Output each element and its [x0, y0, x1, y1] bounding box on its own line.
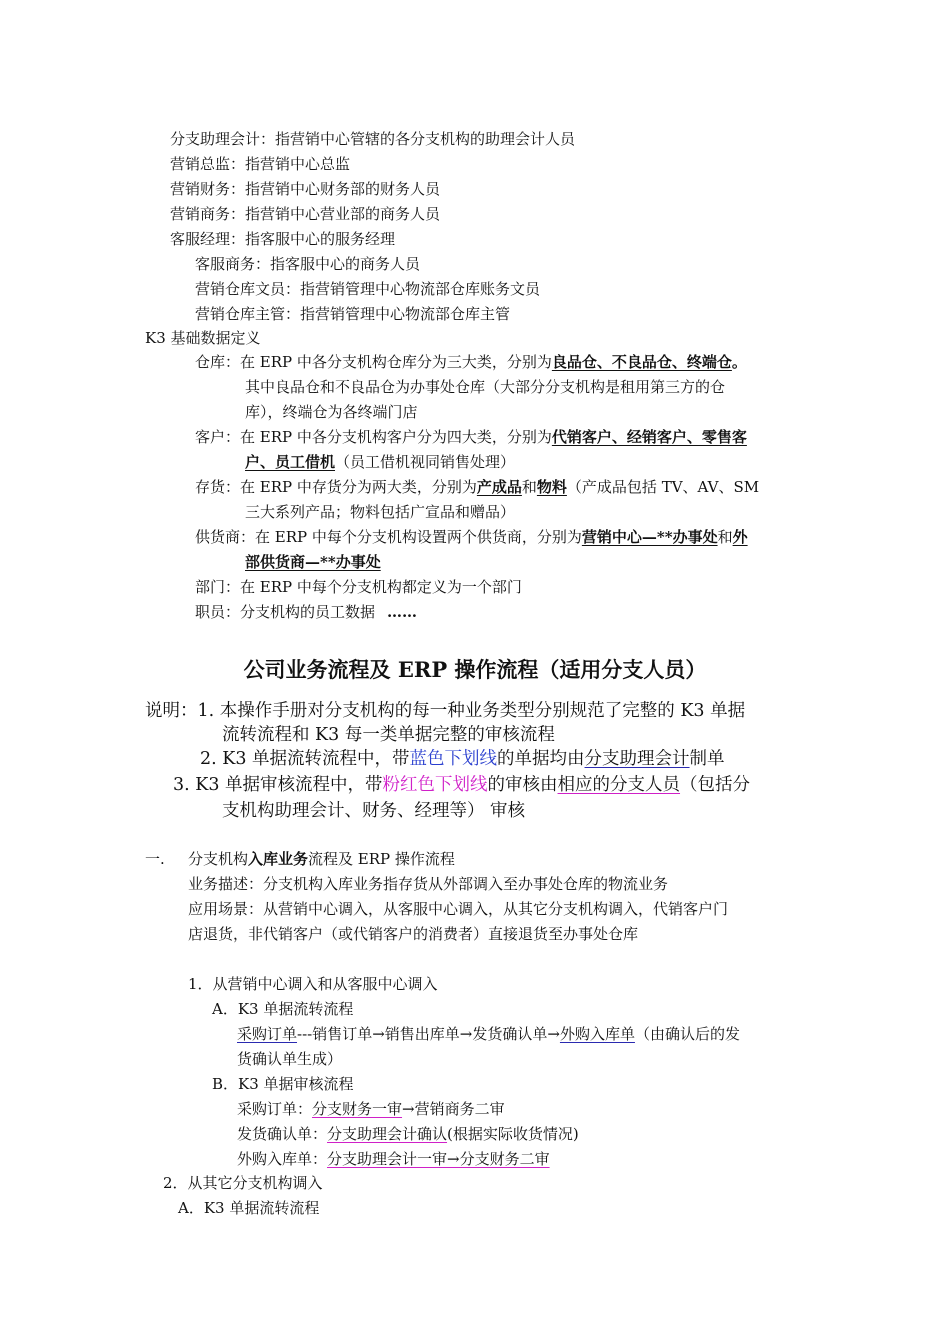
note-1-line-1: 说明：1. 本操作手册对分支机构的每一种业务类型分别规范了完整的 K3 单据 [145, 701, 746, 721]
inventory-prefix: 存货：在 ERP 中存货分为两大类，分别为 [195, 478, 477, 496]
audit-label: 采购订单： [237, 1100, 313, 1118]
customer-line-2 [245, 451, 515, 473]
sub-1-a-title: A．K3 单据流转流程 [212, 1000, 354, 1018]
section-1-scene-1: 应用场景：从营销中心调入，从客服中心调入，从其它分支机构调入，代销客户门 [188, 900, 729, 918]
audit-row-delivery-confirm [237, 1123, 579, 1145]
inventory-finished: 产成品 [476, 478, 522, 496]
sub-2-a-title: A．K3 单据流转流程 [178, 1199, 320, 1217]
audit-row-purchase-receipt [237, 1148, 550, 1170]
sub-1-a-flow-1 [237, 1023, 740, 1045]
note-3-pink-text: 粉红色下划线 [382, 775, 488, 795]
audit-rest: (根据实际收货情况) [447, 1125, 579, 1143]
warehouse-line-3: 库），终端仓为各终端门店 [245, 403, 418, 421]
customer-line-1 [195, 426, 747, 448]
warehouse-line-1 [195, 351, 747, 373]
role-line-2: 营销总监：指营销中心总监 [170, 155, 351, 173]
role-line-5: 客服经理：指客服中心的服务经理 [170, 230, 396, 248]
inventory-line-1 [195, 476, 759, 498]
inventory-note: （产成品包括 TV、AV、SM [566, 478, 760, 496]
section-1-number: 一. [145, 850, 165, 868]
section-1-title [188, 848, 455, 870]
staff-text: 职员：分支机构的员工数据 [195, 603, 376, 621]
flow-purchase-order: 采购订单 [237, 1025, 298, 1043]
audit-label: 发货确认单： [237, 1125, 328, 1143]
role-line-3: 营销财务：指营销中心财务部的财务人员 [170, 180, 441, 198]
department-line: 部门：在 ERP 中每个分支机构都定义为一个部门 [195, 578, 522, 596]
inventory-and: 和 [521, 478, 537, 496]
section-1-title-bold: 入库业务 [248, 850, 309, 868]
supplier-type-2a: 外 [732, 528, 748, 546]
audit-row-purchase-order [237, 1098, 505, 1120]
staff-line [195, 601, 417, 623]
customer-types-1: 代销客户、经销客户、零售客 [551, 428, 747, 446]
customer-note: （员工借机视同销售处理） [335, 453, 516, 471]
note-2-end: 制单 [689, 749, 725, 769]
audit-underlined: 分支财务一审 [312, 1100, 403, 1118]
supplier-type-2b: 部供货商—**办事处 [245, 553, 381, 571]
role-line-7: 营销仓库文员：指营销管理中心物流部仓库账务文员 [195, 280, 541, 298]
note-3-underlined: 相应的分支人员 [557, 775, 681, 795]
warehouse-types: 良品仓、不良品仓、终端仓 [551, 353, 732, 371]
flow-middle: ---销售订单→销售出库单→发货确认单→ [297, 1025, 560, 1043]
note-2 [200, 746, 725, 772]
page-title: 公司业务流程及 ERP 操作流程（适用分支人员） [243, 657, 707, 682]
note-3-mid: 的审核由 [487, 775, 558, 795]
flow-purchase-receipt: 外购入库单 [559, 1025, 635, 1043]
note-2-mid: 的单据均由 [497, 749, 585, 769]
supplier-and: 和 [717, 528, 733, 546]
sub-1-b-title: B．K3 单据审核流程 [212, 1075, 354, 1093]
warehouse-prefix: 仓库：在 ERP 中各分支机构仓库分为三大类，分别为 [195, 353, 552, 371]
audit-label: 外购入库单： [237, 1150, 328, 1168]
note-2-blue-text: 蓝色下划线 [409, 749, 498, 769]
role-line-6: 客服商务：指客服中心的商务人员 [195, 255, 421, 273]
section-1-scene-2: 店退货，非代销客户（或代销客户的消费者）直接退货至办事处仓库 [188, 925, 639, 943]
note-2-prefix: 2. K3 单据流转流程中，带 [200, 749, 410, 769]
sub-2-title: 2．从其它分支机构调入 [163, 1174, 323, 1192]
sub-1-title: 1．从营销中心调入和从客服中心调入 [188, 975, 438, 993]
section-1-title-prefix: 分支机构 [188, 850, 249, 868]
warehouse-line-2: 其中良品仓和不良品仓为办事处仓库（大部分分支机构是租用第三方的仓 [245, 378, 726, 396]
role-line-4: 营销商务：指营销中心营业部的商务人员 [170, 205, 441, 223]
section-1-title-rest: 流程及 ERP 操作流程 [308, 850, 455, 868]
audit-underlined: 分支助理会计确认 [327, 1125, 448, 1143]
note-1-line-2: 流转流程和 K3 每一类单据完整的审核流程 [222, 725, 555, 745]
k3-heading: K3 基础数据定义 [145, 329, 261, 347]
role-line-8: 营销仓库主管：指营销管理中心物流部仓库主管 [195, 305, 511, 323]
inventory-line-2: 三大系列产品；物料包括广宣品和赠品） [245, 503, 516, 521]
note-3 [173, 772, 750, 798]
warehouse-period: 。 [731, 353, 747, 371]
note-2-underlined: 分支助理会计 [584, 749, 690, 769]
note-3-line-2: 支机构助理会计、财务、经理等） 审核 [222, 801, 526, 821]
note-3-prefix: 3. K3 单据审核流程中，带 [173, 775, 383, 795]
section-1-desc: 业务描述：分支机构入库业务指存货从外部调入至办事处仓库的物流业务 [188, 875, 669, 893]
supplier-prefix: 供货商：在 ERP 中每个分支机构设置两个供货商，分别为 [195, 528, 582, 546]
sub-1-a-flow-2: 货确认单生成） [237, 1050, 343, 1068]
supplier-type-1: 营销中心—**办事处 [581, 528, 718, 546]
customer-prefix: 客户：在 ERP 中各分支机构客户分为四大类，分别为 [195, 428, 552, 446]
supplier-line-2 [245, 551, 381, 573]
role-line-1: 分支助理会计：指营销中心管辖的各分支机构的助理会计人员 [170, 130, 576, 148]
inventory-material: 物料 [536, 478, 567, 496]
audit-underlined: 分支助理会计一审→分支财务二审 [327, 1150, 550, 1168]
flow-note: （由确认后的发 [634, 1025, 740, 1043]
staff-dots: …… [387, 603, 418, 621]
note-3-end: （包括分 [680, 775, 751, 795]
customer-types-2: 户、员工借机 [245, 453, 336, 471]
audit-rest: →营销商务二审 [402, 1100, 505, 1118]
supplier-line-1 [195, 526, 748, 548]
